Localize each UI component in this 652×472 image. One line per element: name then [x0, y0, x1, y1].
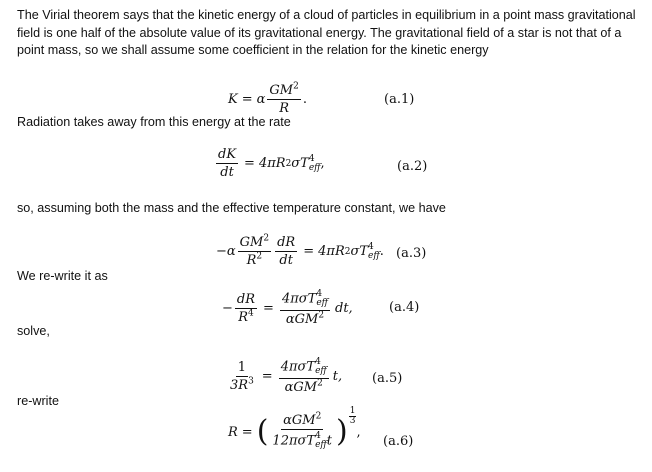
eq-a6-exp-num: 1 [349, 405, 356, 416]
eq-a3-fraction2 [275, 236, 297, 267]
eq-a1-coef: α [256, 92, 266, 107]
radiation-text: Radiation takes away from this energy at the rate [17, 115, 291, 129]
eq-a1-label: (a.1) [384, 92, 415, 107]
eq-a1-end: . [302, 92, 307, 107]
eq-a5-t-sup: 4 [315, 357, 321, 367]
eq-a6-exponent [349, 407, 357, 426]
eq-a4-den1-exp: 4 [248, 308, 254, 319]
eq-a4-equals: = [263, 300, 274, 316]
eq-a1-num: GM [269, 83, 294, 98]
eq-a2-label: (a.2) [397, 159, 428, 174]
eq-a4-sign: − [222, 300, 233, 316]
eq-a3-sigma: σT [350, 244, 369, 259]
eq-a3-num2: dR [277, 235, 296, 250]
eq-a2-equals: = [244, 156, 255, 171]
eq-a1-fraction [267, 81, 300, 116]
equation-a4 [222, 290, 353, 326]
eq-a6-num: αGM [283, 413, 316, 428]
eq-a1-equals: = [241, 92, 253, 107]
eq-a4-tail: dt, [335, 300, 353, 316]
eq-a5-den1: 3R [230, 377, 249, 393]
eq-a5-tail: t, [332, 368, 343, 384]
so-assuming-text: so, assuming both the mass and the effective temperature constant, we have [17, 201, 446, 215]
eq-a5-fraction2 [279, 358, 329, 394]
eq-a2-t-sub: eff [308, 162, 321, 173]
eq-a6-label: (a.6) [383, 434, 414, 449]
eq-a4-den2: αGM [285, 312, 319, 327]
equation-a6 [228, 405, 361, 450]
eq-a5-den1-exp: 3 [248, 376, 254, 387]
eq-a6-den: 12πσT [272, 433, 316, 449]
eq-a6-rparen: ) [336, 414, 348, 449]
eq-a3-t-sub: eff [368, 250, 380, 261]
eq-a1-den: R [279, 101, 290, 116]
eq-a4-den2-exp: 2 [318, 310, 325, 321]
solve-text: solve, [17, 324, 50, 338]
eq-a6-t-sub: eff [315, 440, 327, 450]
eq-a3-den1-exp: 2 [256, 251, 263, 262]
equation-a1 [228, 81, 307, 116]
eq-a2-num: dK [218, 147, 237, 162]
eq-a4-label: (a.4) [389, 300, 420, 315]
eq-a6-den-tail: t [326, 433, 332, 449]
eq-a3-rhs: 4πR [318, 244, 345, 259]
eq-a6-t-sup: 4 [315, 431, 321, 441]
eq-a5-num2: 4πσT [280, 359, 316, 375]
eq-a6-end: , [356, 424, 361, 440]
eq-a3-num1-exp: 2 [263, 233, 270, 244]
rewrite-text: re-write [17, 394, 59, 408]
eq-a5-den2: αGM [284, 380, 318, 395]
rewrite-as-text: We re-write it as [17, 269, 108, 283]
eq-a2-den: dt [220, 165, 234, 180]
eq-a3-label: (a.3) [396, 246, 427, 261]
equation-a2: $\frac{dK}{dt}$ = 4πR 2 σT 4 eff , [218, 147, 325, 180]
eq-a3-equals: = [303, 244, 315, 259]
eq-a4-num1: dR [236, 291, 256, 307]
eq-a4-num2: 4πσT [281, 291, 317, 307]
eq-a6-lparen: ( [256, 414, 269, 449]
eq-a4-fraction2 [280, 290, 330, 326]
eq-a2-fraction [216, 148, 238, 179]
eq-a4-t-sub: eff [316, 298, 329, 308]
eq-a4-fraction1 [235, 293, 257, 324]
eq-a5-equals: = [261, 368, 273, 384]
eq-a5-den2-exp: 2 [317, 378, 323, 389]
eq-a3-fraction1 [238, 233, 271, 268]
eq-a3-den1: R [246, 253, 257, 268]
eq-a5-num1: 1 [237, 359, 247, 375]
eq-a5-fraction1 [228, 361, 256, 392]
equation-a3: −α $\frac{GM^2}{R^2}$ $\frac{dR}{dt}$ = 4πR 2 σT 4 eff . [216, 233, 384, 268]
eq-a4-t-sup: 4 [316, 289, 323, 299]
eq-a3-sign: −α [216, 244, 236, 259]
eq-a2-sigma: σT [291, 156, 309, 171]
eq-a3-end: . [379, 244, 384, 259]
eq-a5-label: (a.5) [372, 371, 403, 386]
eq-a3-num1: GM [239, 235, 264, 250]
eq-a2-rhs: 4πR [258, 156, 286, 171]
eq-a3-t-sup: 4 [368, 241, 374, 252]
eq-a3-den2: dt [279, 253, 293, 268]
eq-a2-t-sup: 4 [308, 153, 315, 164]
eq-a6-equals: = [241, 424, 253, 440]
eq-a1-lhs: K [228, 92, 238, 107]
eq-a2-end: , [320, 156, 325, 171]
eq-a6-num-exp: 2 [315, 411, 322, 422]
equation-a5 [226, 358, 342, 394]
eq-a4-den1: R [238, 309, 248, 325]
eq-a6-lhs: R [228, 424, 238, 440]
eq-a5-t-sub: eff [315, 366, 327, 376]
eq-a6-exp-den: 3 [349, 415, 356, 426]
eq-a1-num-exp: 2 [293, 81, 299, 92]
eq-a6-fraction [270, 411, 334, 450]
intro-paragraph: The Virial theorem says that the kinetic energy of a cloud of particles in equilibrium in a point mass gravitational field is one half of the absolute value of its gravitational energy. The gravitational field of a star is not that of a point mass, so we shall assume some coefficient in the relation for the kinetic energy [17, 8, 636, 57]
